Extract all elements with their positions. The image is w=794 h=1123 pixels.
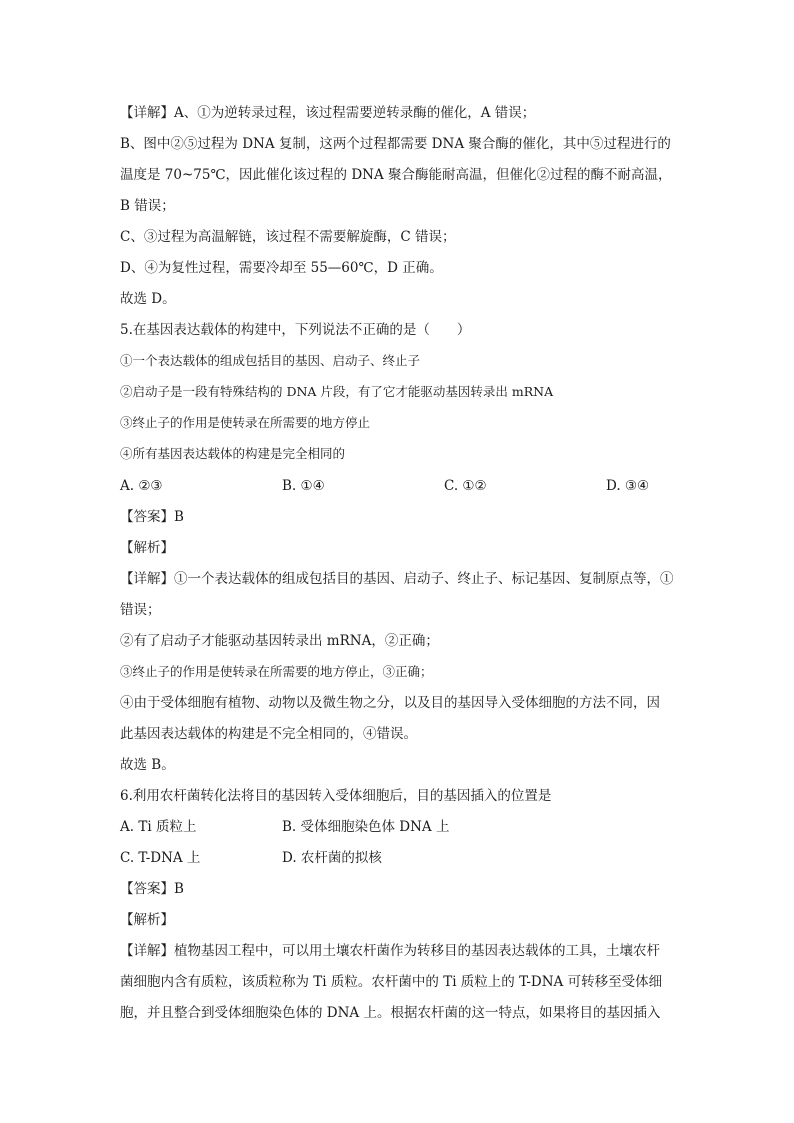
- q4-detail-line-4: B 错误；: [120, 198, 175, 214]
- q6-option-b: B. 受体细胞染色体 DNA 上: [282, 819, 450, 835]
- q5-option-b: B. ①④: [282, 478, 325, 494]
- q5-detail-line-5: ④由于受体细胞有植物、动物以及微生物之分，以及目的基因导入受体细胞的方法不同，因: [120, 695, 660, 711]
- q4-detail-line-2: B、图中②⑤过程为 DNA 复制，这两个过程都需要 DNA 聚合酶的催化，其中⑤过程进行的: [120, 136, 671, 152]
- q5-statement-1: ①一个表达载体的组成包括目的基因、启动子、终止子: [120, 353, 421, 368]
- q5-conclusion: 故选 B。: [120, 757, 175, 773]
- q6-answer: 【答案】B: [120, 881, 184, 897]
- q5-question: 5.在基因表达载体的构建中，下列说法不正确的是（ ）: [120, 322, 471, 338]
- q6-option-c: C. T-DNA 上: [120, 850, 201, 866]
- q6-option-a: A. Ti 质粒上: [120, 819, 197, 835]
- q4-conclusion: 故选 D。: [120, 291, 176, 307]
- q5-answer: 【答案】B: [120, 509, 184, 525]
- q6-question: 6.利用农杆菌转化法将目的基因转入受体细胞后，目的基因插入的位置是: [120, 788, 552, 804]
- q5-detail-line-2: 错误；: [120, 602, 161, 618]
- q5-detail-line-6: 此基因表达载体的构建是不完全相同的，④错误。: [120, 726, 417, 742]
- q6-detail-line-3: 胞，并且整合到受体细胞染色体的 DNA 上。根据农杆菌的这一特点，如果将目的基因插入: [120, 1005, 661, 1021]
- q6-option-d: D. 农杆菌的拟核: [282, 850, 382, 866]
- q5-detail-line-3: ②有了启动子才能驱动基因转录出 mRNA，②正确；: [120, 633, 439, 649]
- q5-statement-4: ④所有基因表达载体的构建是完全相同的: [120, 446, 346, 461]
- q5-statement-3: ③终止子的作用是使转录在所需要的地方停止: [120, 415, 371, 430]
- q4-detail-line-1: 【详解】A、①为逆转录过程，该过程需要逆转录酶的催化，A 错误；: [120, 105, 536, 121]
- q4-detail-line-3: 温度是 70~75℃，因此催化该过程的 DNA 聚合酶能耐高温，但催化②过程的酶不耐高温，: [120, 167, 672, 183]
- q5-detail-line-4: ③终止子的作用是使转录在所需要的地方停止，③正确；: [120, 664, 433, 679]
- q4-detail-line-6: D、④为复性过程，需要冷却至 55—60℃，D 正确。: [120, 260, 443, 276]
- q4-detail-line-5: C、③过程为高温解链，该过程不需要解旋酶，C 错误；: [120, 229, 456, 245]
- q6-detail-line-2: 菌细胞内含有质粒，该质粒称为 Ti 质粒。农杆菌中的 Ti 质粒上的 T-DNA 可转移至受体细: [120, 974, 663, 990]
- q5-detail-line-1: 【详解】①一个表达载体的组成包括目的基因、启动子、终止子、标记基因、复制原点等，①: [120, 571, 674, 587]
- q6-analysis-heading: 【解析】: [120, 912, 174, 928]
- q5-statement-2: ②启动子是一段有特殊结构的 DNA 片段，有了它才能驱动基因转录出 mRNA: [120, 384, 554, 399]
- q5-option-a: A. ②③: [120, 478, 163, 494]
- q5-option-c: C. ①②: [444, 478, 487, 494]
- q5-option-d: D. ③④: [606, 478, 650, 494]
- q6-detail-line-1: 【详解】植物基因工程中，可以用土壤农杆菌作为转移目的基因表达载体的工具，土壤农杆: [120, 943, 660, 959]
- q5-analysis-heading: 【解析】: [120, 540, 174, 556]
